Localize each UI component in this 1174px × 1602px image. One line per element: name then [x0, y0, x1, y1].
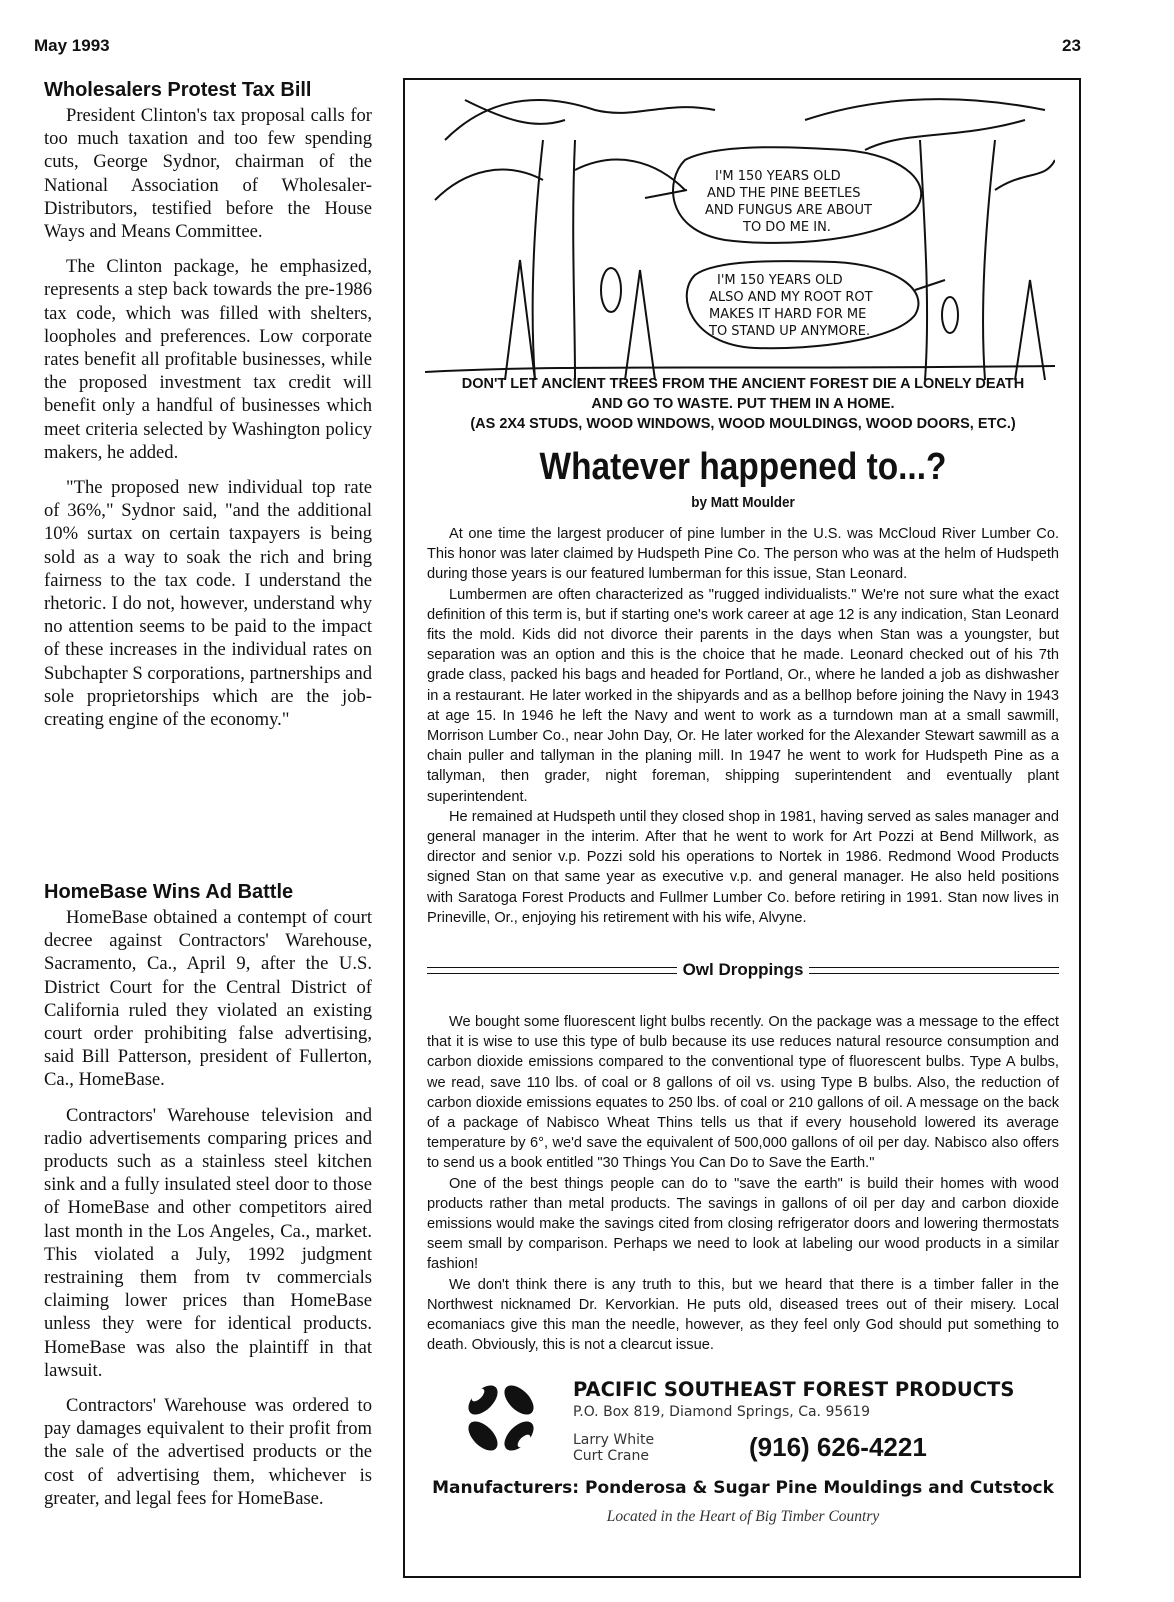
article-paragraph: The Clinton package, he emphasized, represents a step back towards the pre-1986 tax code, which was filled with shelters, loopholes and preferences. Low corporate rates benefit all profitable businesses, while the proposed investment tax credit will benefit only a handful of businesses which meet criteria selected by Washington policy makers, he added.	[44, 256, 372, 463]
ad-tagline: Located in the Heart of Big Timber Country	[606, 1508, 880, 1525]
story-paragraph: Lumbermen are often characterized as "rugged individualists." We're not sure what the exact definition of this term is, but if starting one's work career at age 12 is any indication, Stan Leonard fits the mold. Kids did not divorce their parents in the days when Stan was a youngster, but separation was an option and this is the choice that he made. Leonard checked out of his 7th grade class, packed his bags and headed for Portland, Or., where he landed a job as dishwasher in a restaurant. He later worked in the shipyards and as a bellhop before joining the Navy in 1943 at age 15. In 1946 he left the Navy and went to work as a turndown man at a small sawmill, Morrison Lumber Co., near John Day, Or. He later worked for the Alexander Stewart sawmill as a chain puller and tallyman in the planing mill. In 1947 he went to work for Hudspeth Pine as a tallyman, then grader, night foreman, shipping superintendent and eventually plant superintendent.	[427, 586, 1059, 805]
owl-droppings-header	[427, 958, 1059, 982]
ad-contact-name: Larry White	[573, 1432, 655, 1448]
cartoon-caption	[415, 374, 1071, 434]
article-paragraph: Contractors' Warehouse was ordered to pay damages equivalent to their profit from the sale of the advertised products or the cost of advertising them, whichever is greater, and legal fees for HomeBase.	[44, 1395, 372, 1509]
issue-date: May 1993	[34, 36, 110, 55]
bubble1-line: AND FUNGUS ARE ABOUT	[705, 203, 872, 218]
article-paragraph: "The proposed new individual top rate of 36%," Sydnor said, "and the additional 10% surtax on certain taxpayers is being sold as a way to soak the rich and bring fairness to the tax code. I understand the rhetoric. I do not, however, understand why no attention seems to be paid to the impact of these increases in the individual rates on Subchapter S corporations, partnerships and sole proprietorships which are the job-creating engine of the economy."	[44, 477, 372, 731]
page-number: 23	[1062, 36, 1081, 55]
tree-trunk	[920, 140, 927, 380]
bubble2-line: ALSO AND MY ROOT ROT	[709, 290, 873, 305]
cartoon-illustration	[425, 80, 1055, 380]
ad-company-name: PACIFIC SOUTHEAST FOREST PRODUCTS	[573, 1378, 1015, 1401]
article-title: Wholesalers Protest Tax Bill	[44, 79, 312, 101]
caption-line: AND GO TO WASTE. PUT THEM IN A HOME.	[591, 396, 895, 412]
ad-contacts	[573, 1432, 654, 1464]
ad-contact-name: Curt Crane	[573, 1448, 649, 1464]
tree-knot	[942, 297, 958, 333]
bubble1-line: TO DO ME IN.	[743, 220, 831, 235]
article-homebase	[44, 880, 372, 1522]
article-title: HomeBase Wins Ad Battle	[44, 881, 294, 903]
owl-title: Owl Droppings	[682, 960, 804, 979]
story-paragraph: He remained at Hudspeth until they closed shop in 1981, having served as sales manager and general manager in the interim. After that he went to work for Art Pozzi at Bend Millwork, as director and senior v.p. Pozzi sold his operations to Nortek in 1986. Redmond Wood Products signed Stan on that same year as executive v.p. and general manager. He also held positions with Saratoga Forest Products and Fullmer Lumber Co. before retiring in 1991. Stan now lives in Prineville, Or., enjoying his retirement with his wife, Alvyne.	[427, 808, 1059, 926]
tree-knot	[601, 268, 621, 312]
bubble1-line: I'M 150 YEARS OLD	[715, 169, 841, 184]
caption-line: (AS 2X4 STUDS, WOOD WINDOWS, WOOD MOULDINGS, WOOD DOORS, ETC.)	[470, 416, 1016, 432]
ad-address: P.O. Box 819, Diamond Springs, Ca. 95619	[573, 1404, 870, 1420]
bubble2-line: I'M 150 YEARS OLD	[717, 273, 843, 288]
feature-byline: by Matt Moulder	[691, 494, 795, 511]
bubble2-line: MAKES IT HARD FOR ME	[709, 307, 867, 322]
tree-trunk	[983, 140, 995, 380]
feature-box	[403, 78, 1081, 1578]
article-wholesalers	[44, 78, 372, 743]
article-paragraph: HomeBase obtained a contempt of court decree against Contractors' Warehouse, Sacramento, Ca., April 9, after the U.S. District Court for the Central District of California ruled they violated an existing court order prohibiting false advertising, said Bill Patterson, president of Fullerton, Ca., HomeBase.	[44, 907, 372, 1091]
feature-story	[427, 524, 1059, 928]
owl-droppings-body	[427, 1012, 1059, 1355]
article-paragraph: Contractors' Warehouse television and radio advertisements comparing prices and products such as a stainless steel kitchen sink and a fully insulated steel door to those of HomeBase and other competitors aired last month in the Los Angeles, Ca., market. This violated a July, 1992 judgment restraining them from tv commercials claiming lower prices than HomeBase unless they were for identical products. HomeBase was also the plaintiff in that lawsuit.	[44, 1104, 372, 1381]
tree-trunk	[573, 140, 575, 380]
owl-paragraph: We don't think there is any truth to this, but we heard that there is a timber faller in the Northwest nicknamed Dr. Kervorkian. He puts old, diseased trees out of their misery. Local ecomaniacs give this man the needle, however, as they feel only God should put something to death. Obviously, this is not a clearcut issue.	[427, 1276, 1059, 1354]
article-paragraph: President Clinton's tax proposal calls for too much taxation and too few spending cuts, George Sydnor, chairman of the National Association of Wholesaler-Distributors, testified before the House Ways and Means Committee.	[44, 105, 372, 243]
advertisement	[405, 1366, 1081, 1546]
story-paragraph: At one time the largest producer of pine lumber in the U.S. was McCloud River Lumber Co. This honor was later claimed by Hudspeth Pine Co. The person who was at the helm of Hudspeth during those years is our featured lumberman for this issue, Stan Leonard.	[427, 526, 1059, 583]
ad-phone: (916) 626-4221	[749, 1432, 927, 1462]
divider	[809, 967, 1059, 974]
bubble2-line: TO STAND UP ANYMORE.	[709, 324, 871, 339]
company-logo-icon	[453, 1370, 549, 1466]
bubble1-line: AND THE PINE BEETLES	[707, 186, 861, 201]
divider	[427, 967, 677, 974]
caption-line: DON'T LET ANCIENT TREES FROM THE ANCIENT FOREST DIE A LONELY DEATH	[461, 376, 1025, 392]
feature-title: Whatever happened to...?	[539, 446, 947, 488]
owl-paragraph: We bought some fluorescent light bulbs recently. On the package was a message to the effect that it is wise to use this type of bulb because its use reduces natural resource consumption and carbon dioxide emissions compared to the conventional type of fluorescent bulbs. Type A bulbs, we read, save 110 lbs. of coal or 8 gallons of oil vs. using Type B bulbs. Also, the reduction of carbon dioxide emissions equates to 250 lbs. of coal or 210 gallons of oil. A message on the back of a package of Nabisco Wheat Thins tells us that if every household lowered its average temperature by 6°, we'd save the equivalent of 500,000 gallons of oil per day. Nabisco also offers to send us a book entitled "30 Things You Can Do to Save the Earth."	[427, 1014, 1059, 1172]
ad-manufacturers: Manufacturers: Ponderosa & Sugar Pine Mouldings and Cutstock	[432, 1478, 1054, 1498]
owl-paragraph: One of the best things people can do to "save the earth" is build their homes with wood products rather than metal products. The savings in gallons of oil per day and carbon dioxide emissions would make the savings cited from closing refrigerator doors and lowering thermostats seem small by comparison. Perhaps we need to look at labeling our wood products in a similar fashion!	[427, 1175, 1059, 1273]
